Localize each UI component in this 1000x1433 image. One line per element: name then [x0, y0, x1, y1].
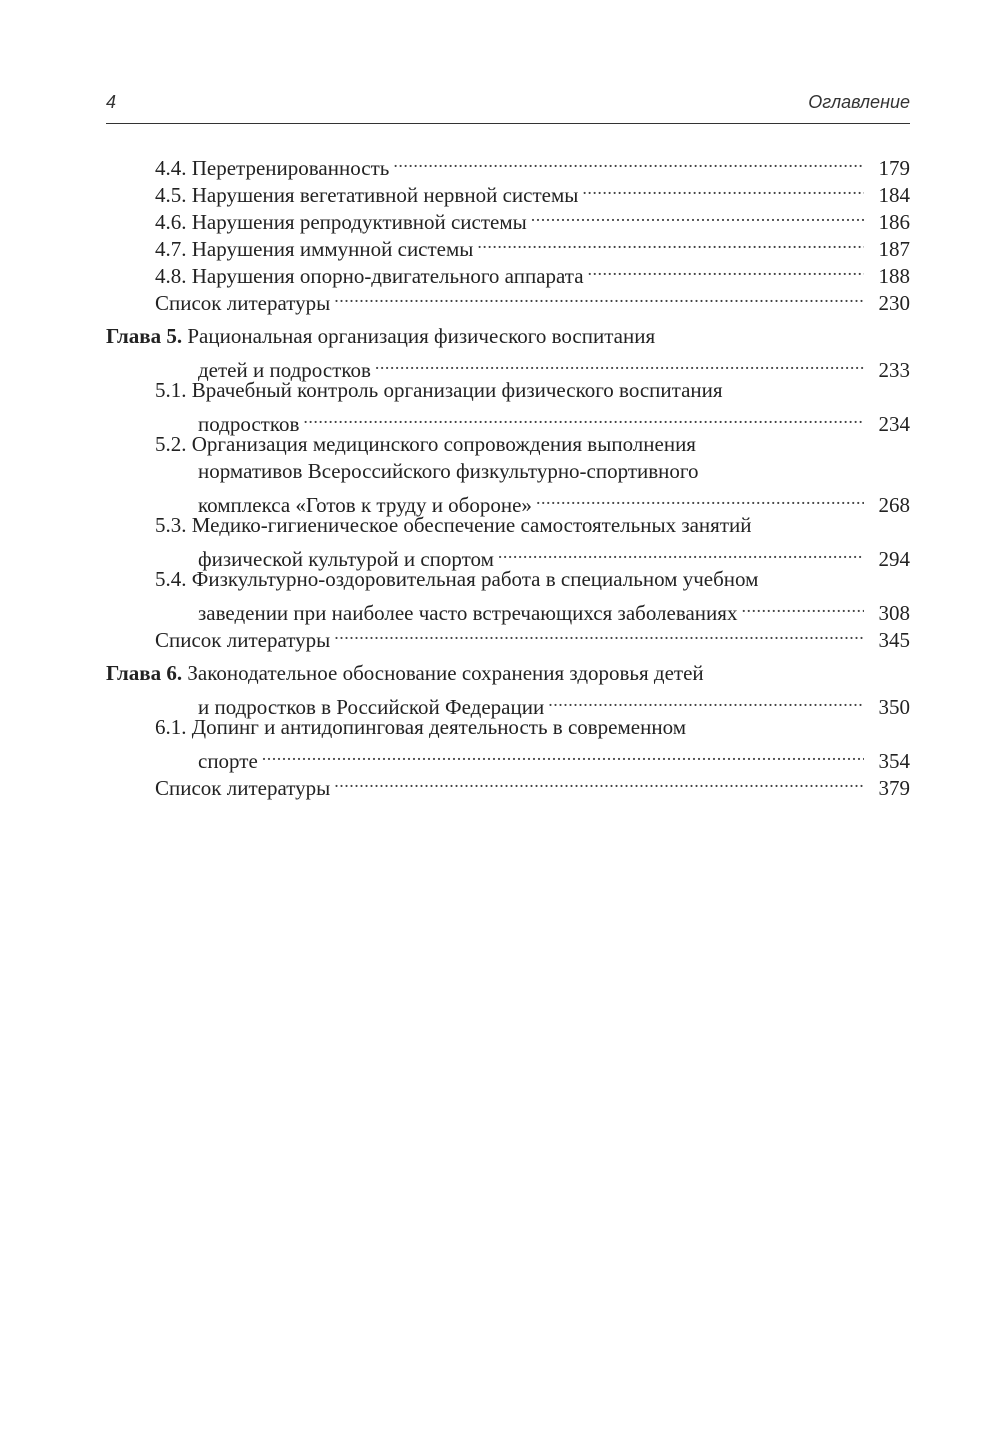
toc-entry-number: 4.8.	[155, 264, 187, 288]
toc-entry-number: 5.3.	[155, 513, 187, 537]
toc-entry-page: 187	[878, 237, 910, 261]
toc-entry-cont[interactable]	[106, 404, 910, 436]
dot-leader	[531, 202, 864, 229]
table-of-contents	[106, 148, 910, 800]
toc-entry-page: 179	[878, 156, 910, 180]
toc-entry[interactable]	[106, 377, 910, 404]
page-header	[106, 92, 910, 120]
toc-entry-page: 233	[878, 358, 910, 382]
dot-leader	[588, 256, 864, 283]
dot-leader	[262, 741, 864, 768]
toc-entry[interactable]	[106, 148, 910, 180]
toc-entry-cont[interactable]	[106, 593, 910, 625]
toc-entry-page: 184	[878, 183, 910, 207]
dot-leader	[477, 229, 864, 256]
toc-entry[interactable]	[106, 512, 910, 539]
toc-entry-page: 308	[878, 601, 910, 625]
dot-leader	[303, 404, 864, 431]
toc-entry-title: Врачебный контроль организации физического воспитания	[191, 378, 723, 402]
toc-entry-title-cont: нормативов Всероссийского физкультурно-спортивного	[198, 459, 699, 483]
chapter-title-cont: детей и подростков	[198, 358, 371, 382]
toc-chapter-heading-cont[interactable]	[106, 350, 910, 382]
toc-entry-title: Нарушения опорно-двигательного аппарата	[191, 264, 584, 288]
toc-entry-title-cont: физической культурой и спортом	[198, 547, 494, 571]
toc-entry-page: 345	[878, 628, 910, 652]
dot-leader	[334, 620, 864, 647]
toc-entry-title-cont: спорте	[198, 749, 258, 773]
dot-leader	[536, 485, 864, 512]
toc-entry-page: 350	[878, 695, 910, 719]
toc-entry-number: 6.1.	[155, 715, 187, 739]
toc-entry-title: Организация медицинского сопровождения выполнения	[191, 432, 696, 456]
toc-entry-page: 294	[878, 547, 910, 571]
toc-entry-number: 4.6.	[155, 210, 187, 234]
toc-entry-title: Список литературы	[155, 776, 331, 800]
chapter-title: Рациональная организация физического воспитания	[187, 324, 656, 348]
toc-entry-page: 230	[878, 291, 910, 315]
toc-entry-number: 4.4.	[155, 156, 187, 180]
toc-entry-number: 5.2.	[155, 432, 187, 456]
dot-leader	[582, 175, 864, 202]
toc-entry-title-cont: комплекса «Готов к труду и обороне»	[198, 493, 532, 517]
toc-entry-number: 5.4.	[155, 567, 187, 591]
toc-entry-page: 234	[878, 412, 910, 436]
toc-entry-page: 268	[878, 493, 910, 517]
chapter-label: Глава 6.	[106, 661, 183, 685]
toc-entry-title: Физкультурно-оздоровительная работа в специальном учебном	[191, 567, 759, 591]
toc-entry-cont[interactable]	[106, 539, 910, 571]
toc-entry-page: 186	[878, 210, 910, 234]
toc-entry-title-cont: подростков	[198, 412, 300, 436]
chapter-title-cont: и подростков в Российской Федерации	[198, 695, 545, 719]
toc-entry-title: Нарушения репродуктивной системы	[191, 210, 527, 234]
toc-chapter-heading[interactable]	[106, 323, 910, 350]
toc-entry-cont[interactable]	[106, 741, 910, 773]
toc-entry-title: Допинг и антидопинговая деятельность в современном	[191, 715, 686, 739]
toc-entry-title: Список литературы	[155, 628, 331, 652]
toc-entry-title: Нарушения вегетативной нервной системы	[191, 183, 579, 207]
toc-chapter-4-block	[106, 148, 910, 315]
dot-leader	[548, 687, 864, 714]
toc-entry-title: Медико-гигиеническое обеспечение самостоятельных занятий	[191, 513, 752, 537]
dot-leader	[393, 148, 864, 175]
toc-chapter-6-block	[106, 660, 910, 800]
toc-entry-number: 4.7.	[155, 237, 187, 261]
dot-leader	[498, 539, 864, 566]
dot-leader	[741, 593, 864, 620]
dot-leader	[375, 350, 864, 377]
toc-chapter-heading[interactable]	[106, 660, 910, 687]
chapter-label: Глава 5.	[106, 324, 183, 348]
toc-entry-title: Список литературы	[155, 291, 331, 315]
toc-entry-page: 354	[878, 749, 910, 773]
dot-leader	[334, 768, 864, 795]
running-title: Оглавление	[808, 92, 910, 112]
toc-entry-title: Нарушения иммунной системы	[191, 237, 474, 261]
toc-entry-page: 188	[878, 264, 910, 288]
toc-entry-title: Перетренированность	[191, 156, 390, 180]
chapter-title: Законодательное обоснование сохранения здоровья детей	[187, 661, 704, 685]
page-number: 4	[106, 92, 117, 112]
toc-entry-number: 4.5.	[155, 183, 187, 207]
toc-entry-title-cont: заведении при наиболее часто встречающихся заболеваниях	[198, 601, 738, 625]
toc-entry-cont[interactable]	[106, 485, 910, 517]
toc-entry-number: 5.1.	[155, 378, 187, 402]
toc-entry[interactable]	[106, 566, 910, 593]
header-divider	[106, 123, 910, 124]
toc-chapter-5-block	[106, 323, 910, 652]
toc-entry[interactable]	[106, 714, 910, 741]
toc-entry-page: 379	[878, 776, 910, 800]
toc-entry[interactable]	[106, 431, 910, 458]
toc-chapter-heading-cont[interactable]	[106, 687, 910, 719]
dot-leader	[334, 283, 864, 310]
